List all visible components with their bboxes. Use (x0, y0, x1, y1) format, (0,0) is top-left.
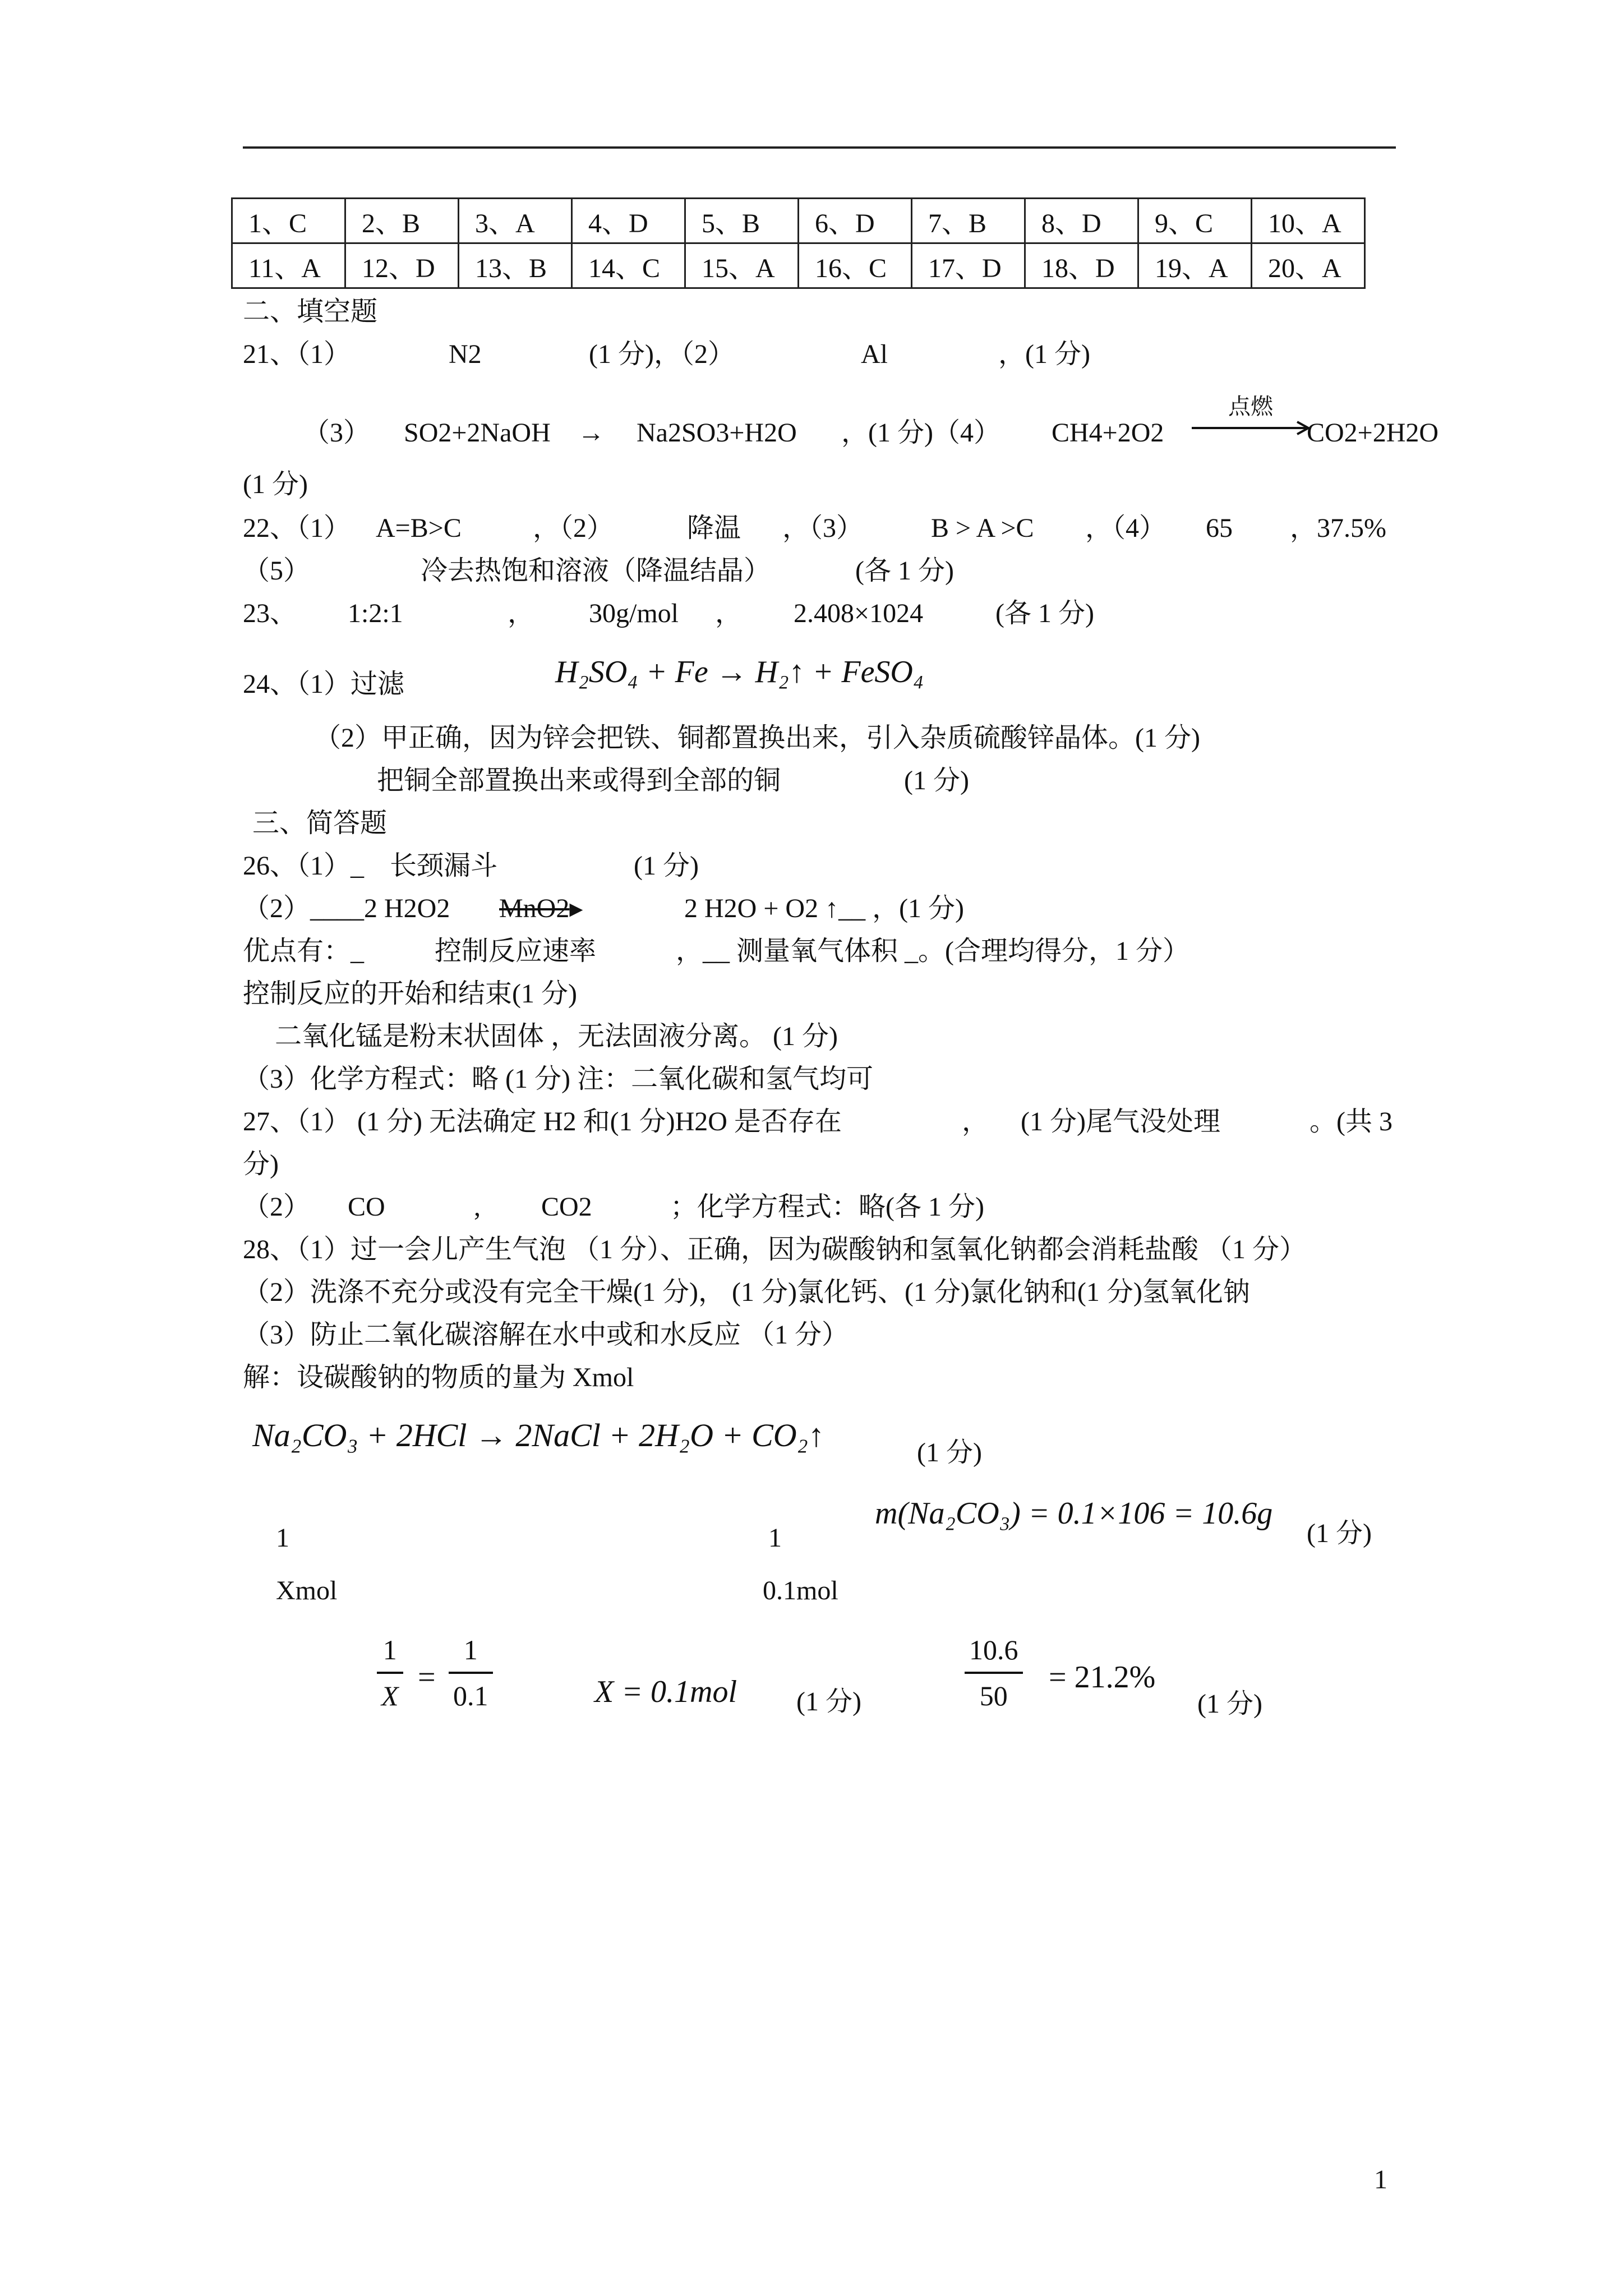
section-heading: 二、填空题 (243, 297, 378, 326)
q21-score-2: ，(1 分) (998, 339, 1090, 369)
fraction-1-over-x (377, 1634, 403, 1712)
answer-cell: 19、A (1138, 243, 1252, 288)
q22-answer-3: B > A >C (931, 513, 1034, 543)
q27-total: 。(共 3 (1310, 1107, 1393, 1137)
fraction-numerator: 1 (463, 1634, 478, 1665)
fraction-denominator: 0.1 (453, 1680, 488, 1711)
answer-cell: 9、C (1138, 199, 1252, 243)
q21-reactants-4: CH4+2O2 (1052, 418, 1164, 448)
q26-advantage-1: 控制反应速率 (435, 936, 597, 966)
q21-reactants-3: SO2+2NaOH (404, 418, 551, 448)
answer-cell: 7、B (912, 199, 1025, 243)
equals-sign: = (418, 1660, 436, 1695)
fraction-denominator: 50 (979, 1680, 1008, 1711)
q22-sep-3: ，（3） (782, 513, 864, 543)
fraction-percent (965, 1634, 1023, 1712)
q23-answer-1: 1:2:1 (348, 599, 403, 628)
ratio-mol-1: Xmol (276, 1576, 338, 1605)
x-score: (1 分) (796, 1687, 861, 1717)
q24-score-3: (1 分) (904, 766, 969, 795)
answer-cell: 11、A (232, 243, 345, 288)
q22-label: 22、（1） (243, 513, 351, 543)
answer-cell: 18、D (1025, 243, 1138, 288)
catalyst-label: MnO2 (499, 894, 570, 923)
q26-advantage-2: ，__ 测量氧气体积 _。(合理均得分，1 分） (676, 936, 1189, 966)
answer-cell: 10、A (1252, 199, 1365, 243)
answer-cell: 14、C (572, 243, 685, 288)
q23-answer-3: 2.408×1024 (794, 599, 924, 628)
q22-answer-1: A=B>C (376, 513, 462, 543)
q28-line-3: （3）防止二氧化碳溶解在水中或和水反应 （1 分） (243, 1320, 849, 1350)
q24-line-2: （2）甲正确，因为锌会把铁、铜都置换出来，引入杂质硫酸锌晶体。(1 分) (314, 723, 1200, 753)
q28-solution-intro: 解：设碳酸钠的物质的量为 Xmol (243, 1363, 634, 1392)
percent-score: (1 分) (1197, 1689, 1262, 1719)
answer-cell: 13、B (459, 243, 572, 288)
answer-cell: 8、D (1025, 199, 1138, 243)
answer-cell: 4、D (572, 199, 685, 243)
q24-label: 24、（1）过滤 (243, 669, 405, 699)
q26-reactant: （2）____2 H2O2 (243, 894, 450, 923)
q22-answer-5: 冷去热饱和溶液（降温结晶） (421, 556, 771, 586)
fraction-numerator: 10.6 (969, 1634, 1018, 1665)
answer-cell: 17、D (912, 243, 1025, 288)
q28-equation-score: (1 分) (917, 1438, 982, 1467)
q21-score-1: (1 分)，（2） (589, 339, 735, 369)
q22-answer-4b: ，37.5% (1290, 513, 1386, 543)
section-heading: 三、简答题 (252, 808, 388, 838)
q22-sep-4: ，（4） (1085, 513, 1166, 543)
arrow-icon: → (578, 418, 605, 448)
q23-sep-2: ， (715, 599, 743, 628)
answer-row-2 (232, 243, 1365, 288)
fraction-1-over-0-1 (449, 1634, 493, 1712)
page-number: 1 (1374, 2165, 1387, 2194)
answer-cell: 6、D (799, 199, 912, 243)
q23-sep-1: ， (508, 599, 535, 628)
q21-answer-2: Al (861, 339, 888, 369)
mass-equation: m(Na₂CO₃) = 0.1×106 = 10.6g (875, 1496, 1273, 1531)
q23-label: 23、 (243, 599, 297, 628)
q21-products-3: Na2SO3+H2O (637, 418, 797, 448)
answer-cell: 1、C (232, 199, 345, 243)
q24-equation: H₂SO₄ + Fe → H₂↑ + FeSO₄ (555, 655, 924, 689)
q26-products: 2 H2O + O2 ↑__ ，(1 分) (684, 894, 965, 923)
q26-catalyst (499, 895, 583, 922)
q21-label: 21、（1） (243, 339, 351, 369)
q26-label: 26、（1）_ (243, 851, 365, 881)
ratio-coef-1: 1 (276, 1523, 289, 1553)
answer-cell: 15、A (685, 243, 799, 288)
ratio-mol-2: 0.1mol (763, 1576, 838, 1605)
q23-answer-2: 30g/mol (589, 599, 679, 628)
q21-score-4: (1 分) (243, 470, 308, 499)
q21-score-3: ，(1 分)（4） (841, 418, 1000, 448)
answer-cell: 5、B (685, 199, 799, 243)
percent-result: = 21.2% (1049, 1660, 1156, 1695)
q28-equation: Na₂CO₃ + 2HCl → 2NaCl + 2H₂O + CO₂↑ (252, 1417, 824, 1453)
q26-line-4: 控制反应的开始和结束(1 分) (243, 979, 577, 1009)
q22-score: (各 1 分) (855, 556, 954, 586)
answer-table (231, 197, 1366, 289)
q26-line-5: 二氧化锰是粉末状固体 ，无法固液分离。 (1 分) (275, 1022, 838, 1051)
q26-answer-1: 长颈漏斗 (390, 851, 498, 881)
x-result: X = 0.1mol (594, 1674, 737, 1709)
fraction-bar (377, 1672, 403, 1674)
q27-sep: ， (962, 1107, 989, 1137)
q21-answer-1: N2 (449, 339, 482, 369)
q22-answer-2: 降温 (687, 513, 741, 543)
q27-answer-co: CO (348, 1192, 385, 1222)
q22-sub5-label: （5） (243, 556, 311, 586)
q24-line-3: 把铜全部置换出来或得到全部的铜 (377, 766, 781, 795)
q28-line-1: 28、（1）过一会儿产生气泡 （1 分）、正确，因为碳酸钠和氢氧化钠都会消耗盐酸 （1 分） (243, 1235, 1307, 1264)
q22-sep-2: ，（2） (533, 513, 614, 543)
answer-cell: 12、D (345, 243, 459, 288)
q27-sub2-label: （2） (243, 1192, 311, 1222)
ratio-coef-2: 1 (768, 1523, 782, 1553)
q27-line-2: 分) (243, 1149, 279, 1179)
q27-answer-co2: CO2 (541, 1192, 592, 1222)
fraction-numerator: 1 (382, 1634, 397, 1665)
fraction-bar (449, 1672, 493, 1674)
q28-line-2: （2）洗涤不充分或没有完全干燥(1 分)， (1 分)氯化钙、(1 分)氯化钠和(1 分)氢氧化钠 (243, 1277, 1250, 1307)
q27-equation-note: ；化学方程式：略(各 1 分) (670, 1192, 984, 1222)
reaction-condition: 点燃 (1228, 394, 1273, 419)
answer-row-1 (232, 199, 1365, 243)
mass-score: (1 分) (1307, 1519, 1372, 1548)
q21-products-4: CO2+2H2O (1307, 418, 1439, 448)
answer-cell: 2、B (345, 199, 459, 243)
q26-advantage-label: 优点有：_ (243, 936, 365, 966)
answer-cell: 3、A (459, 199, 572, 243)
q27-sep-2: , (474, 1192, 481, 1222)
fraction-bar (965, 1672, 1023, 1674)
q23-score: (各 1 分) (995, 599, 1094, 628)
answer-cell: 16、C (799, 243, 912, 288)
q27-line-1: 27、（1） (1 分) 无法确定 H2 和(1 分)H2O 是否存在 (243, 1107, 842, 1137)
q27-answer-2: (1 分)尾气没处理 (1021, 1107, 1220, 1137)
header-rule (243, 146, 1396, 149)
arrow-head-icon: ▸ (569, 894, 583, 923)
long-arrow-icon (1192, 420, 1312, 436)
q22-answer-4: 65 (1206, 513, 1233, 543)
q26-score-1: (1 分) (634, 851, 699, 881)
q26-line-6: （3）化学方程式：略 (1 分) 注：二氧化碳和氢气均可 (243, 1064, 873, 1094)
q21-sub3-label: （3） (303, 418, 371, 448)
answer-cell: 20、A (1252, 243, 1365, 288)
fraction-denominator: X (381, 1680, 399, 1711)
